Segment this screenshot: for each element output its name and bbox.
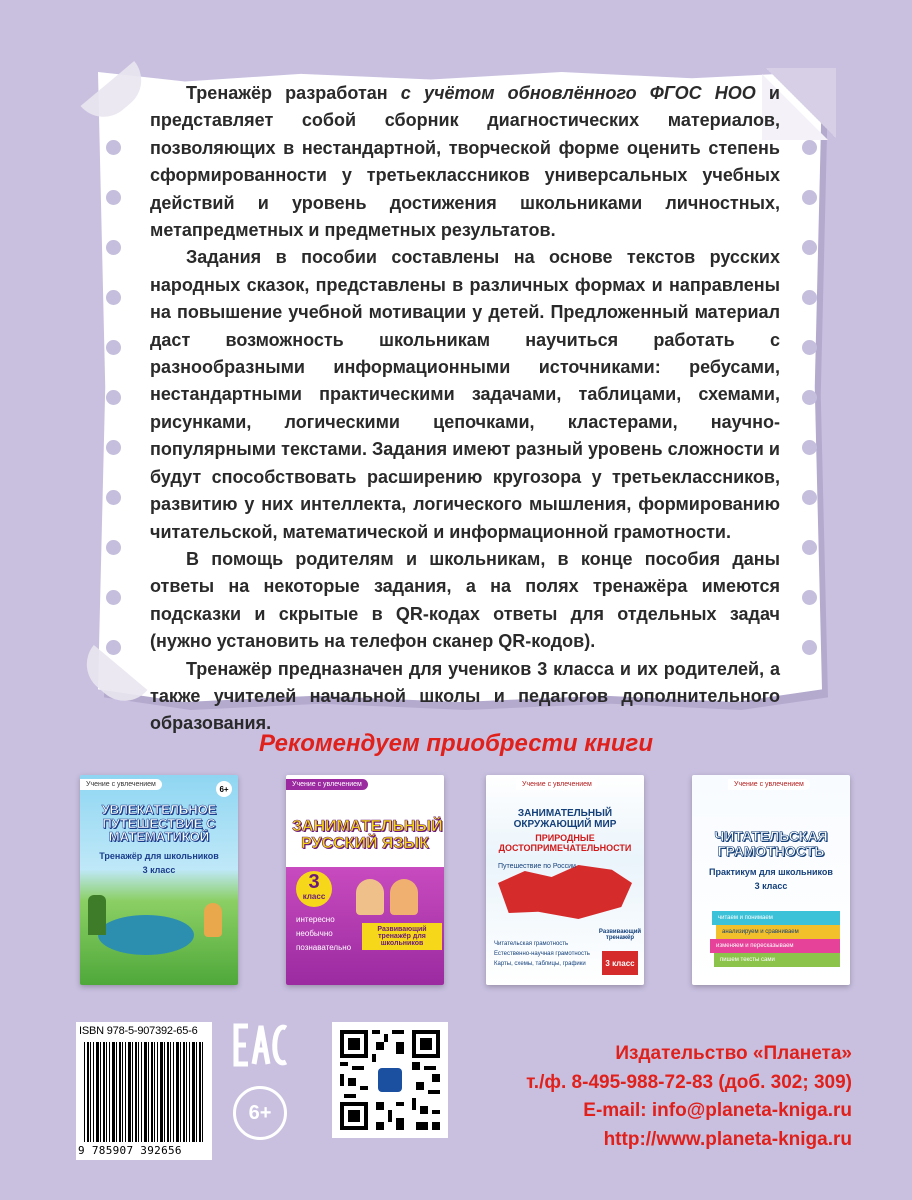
barcode-bars (84, 1042, 204, 1142)
book-grade: 3 класс (754, 881, 788, 891)
publisher-email[interactable]: E-mail: info@planeta-kniga.ru (583, 1100, 852, 1121)
pond-illustration (98, 915, 194, 955)
barcode-digits: 9 785907 392656 (78, 1144, 182, 1157)
book-tag: Учение с увлечением (80, 779, 162, 790)
description-text (150, 80, 780, 738)
book-russian[interactable] (286, 775, 444, 985)
book-math[interactable] (80, 775, 238, 985)
left-holes (106, 140, 122, 690)
book-subtitle: ПРИРОДНЫЕ ДОСТОПРИМЕЧАТЕЛЬНОСТИ (498, 833, 632, 853)
book-title: УВЛЕКАТЕЛЬНОЕ ПУТЕШЕСТВИЕ С МАТЕМАТИКОЙ (101, 802, 217, 845)
grade-badge: 3 класс (296, 871, 332, 907)
road-label: Путешествие по России (498, 863, 576, 870)
paragraph-3: В помощь родителям и школьникам, в конце пособия даны ответы на некоторые задания, а на полях тренажёра имеются подсказки и скрытые в QR-кодах ответы для отдельных задач (нужно установить на телефон сканер QR-кодов). (150, 548, 780, 652)
book-subtitle: Практикум для школьников (709, 867, 833, 877)
age-rating-badge: 6+ (233, 1086, 287, 1140)
book-world[interactable] (486, 775, 644, 985)
book-tag: Учение с увлечением (286, 779, 368, 790)
book-reading[interactable] (692, 775, 850, 985)
publisher-info (526, 1040, 852, 1154)
publisher-name: Издательство «Планета» (615, 1043, 852, 1064)
isbn-label: ISBN 978-5-907392-65-6 (79, 1025, 198, 1037)
bullet-list: интересно необычно познавательно (296, 915, 352, 952)
book-tag: Учение с увлечением (516, 779, 598, 790)
stack-book: читаем и понимаем (712, 911, 840, 925)
recommend-heading: Рекомендуем приобрести книги (258, 730, 654, 757)
book-title: ЧИТАТЕЛЬСКАЯ ГРАМОТНОСТЬ (714, 828, 828, 859)
boy-illustration (390, 879, 418, 915)
side-label: Развивающий тренажёр (598, 929, 642, 941)
tree-illustration (88, 895, 106, 935)
grade-label: 3 класс (602, 951, 638, 975)
stack-book: пишем тексты сами (714, 953, 840, 967)
book-banner: Развивающий тренажёр для школьников (362, 923, 442, 950)
book-title: ЗАНИМАТЕЛЬНЫЙ ОКРУЖАЮЩИЙ МИР (513, 808, 617, 830)
eac-mark-icon (232, 1022, 288, 1068)
qr-code[interactable] (332, 1022, 448, 1138)
book-tag: Учение с увлечением (728, 779, 810, 790)
paragraph-4: Тренажёр предназначен для учеников 3 класса и их родителей, а также учителей начальной школы и педагогов дополнительного образования. (150, 658, 780, 734)
isbn-barcode (76, 1022, 212, 1160)
bullet-list: Читательская грамотность Естественно-научная грамотность Карты, схемы, таблицы, графики (494, 941, 590, 967)
paragraph-1: Тренажёр разработан с учётом обновлённого ФГОС НОО и представляет собой сборник диагностических материалов, позволяющих в нестандартной, творческой форме оценить степень сформированности у третьеклассников универсальных учебных действий и уровень достижения школьниками личностных, метапредметных и предметных результатов. (150, 83, 780, 241)
right-holes (802, 140, 818, 690)
publisher-site[interactable]: http://www.planeta-kniga.ru (603, 1128, 852, 1150)
kid-illustration (204, 903, 222, 937)
stack-book: изменяем и пересказываем (710, 939, 840, 953)
publisher-phone: т./ф. 8-495-988-72-83 (доб. 302; 309) (526, 1071, 852, 1093)
paragraph-2: Задания в пособии составлены на основе текстов русских народных сказок, представлены в различных формах и направлены на повышение учебной мотивации у детей. Предложенный материал даст возможность школьникам научиться работать с разнообразными информационными источниками: ребусами, нестандартными практическими задачами, таблицами, схемами, рисунками, логическими цепочками, кластерами, научно-популярными текстами. Задания имеют разный уровень сложности и будут способствовать расширению кругозора у третьеклассников, развитию у них интеллекта, логического мышления, формированию читательской, математической и информационной грамотности. (150, 247, 780, 542)
book-title: ЗАНИМАТЕЛЬНЫЙ РУССКИЙ ЯЗЫК (292, 818, 443, 852)
age-badge: 6+ (216, 781, 232, 797)
girl-illustration (356, 879, 384, 915)
book-subtitle: Тренажёр для школьников (99, 851, 219, 861)
book-grade: 3 класс (142, 865, 176, 875)
stack-book: анализируем и сравниваем (716, 925, 840, 939)
